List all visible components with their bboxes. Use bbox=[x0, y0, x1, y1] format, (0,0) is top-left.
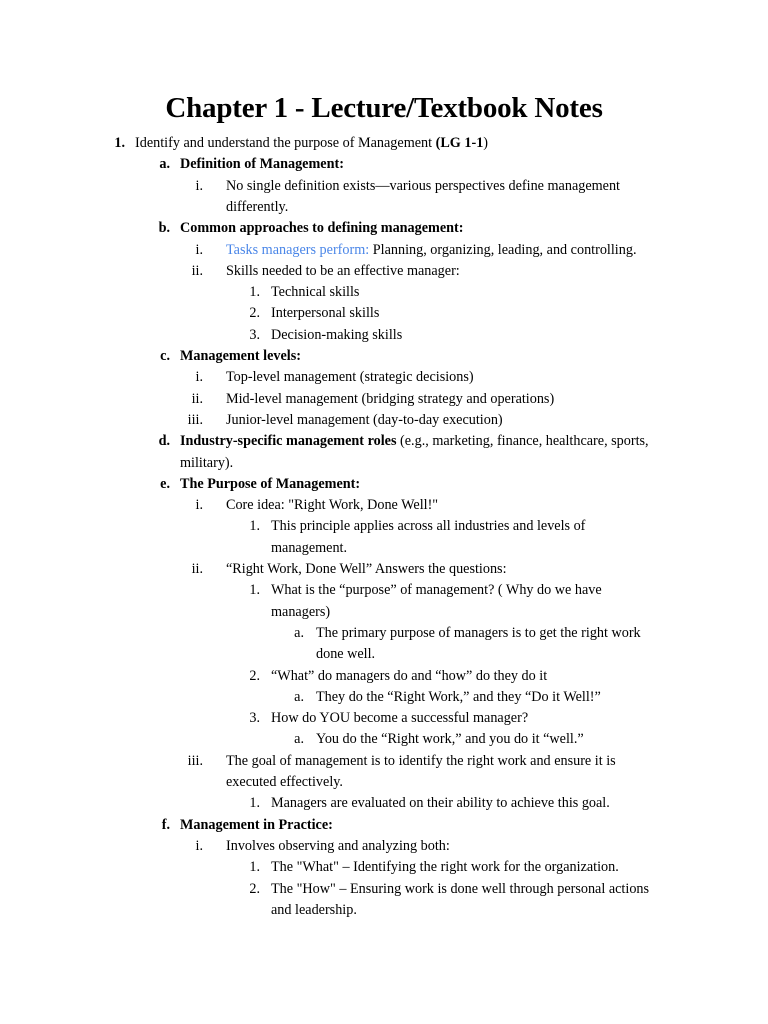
text-run: Identify and understand the purpose of Management bbox=[135, 135, 436, 151]
list-item-text bbox=[226, 389, 554, 410]
list-marker: i. bbox=[195, 241, 203, 258]
text-run: Skills needed to be an effective manager: bbox=[226, 262, 460, 279]
text-run: Technical skills bbox=[271, 284, 360, 301]
list-marker: 2. bbox=[249, 667, 260, 684]
list-marker: 3. bbox=[249, 326, 260, 343]
list-marker: i. bbox=[195, 177, 203, 194]
page-title: Chapter 1 - Lecture/Textbook Notes bbox=[165, 92, 603, 124]
list-marker: ii. bbox=[191, 561, 203, 577]
list-marker: i. bbox=[195, 837, 203, 854]
text-run: Tasks managers perform: bbox=[226, 241, 370, 258]
list-marker: iii. bbox=[187, 752, 203, 769]
list-item-text bbox=[226, 559, 507, 580]
list-item-continuation bbox=[271, 900, 357, 921]
list-item-continuation bbox=[226, 772, 343, 793]
text-run: managers) bbox=[271, 603, 331, 620]
list-marker: b. bbox=[158, 220, 170, 237]
text-run: No single definition exists—various perspectives define management bbox=[226, 177, 620, 194]
list-item-continuation bbox=[226, 197, 288, 218]
list-item-text bbox=[271, 516, 585, 537]
list-item-text bbox=[180, 154, 344, 175]
text-run: Top-level management (strategic decisions) bbox=[226, 369, 474, 386]
text-run: The goal of management is to identify the right work and ensure it is bbox=[226, 752, 616, 769]
list-marker: a. bbox=[294, 688, 304, 705]
text-run: differently. bbox=[226, 198, 289, 215]
list-item-text bbox=[226, 240, 637, 261]
text-run: Interpersonal skills bbox=[271, 305, 380, 322]
text-run: What is the “purpose” of management? ( Why do we have bbox=[271, 582, 602, 599]
list-item-text bbox=[180, 431, 649, 452]
list-marker: a. bbox=[294, 731, 304, 748]
text-run: “What” do managers do and “how” do they do it bbox=[271, 667, 548, 684]
text-run: The Purpose of Management: bbox=[180, 475, 361, 492]
text-run: (LG 1-1 bbox=[435, 135, 484, 151]
list-item-continuation bbox=[271, 602, 330, 623]
text-run: Decision-making skills bbox=[271, 326, 403, 343]
list-item-text bbox=[271, 580, 602, 601]
list-item-text bbox=[180, 474, 360, 495]
text-run: Involves observing and analyzing both: bbox=[226, 837, 450, 854]
list-marker: 1. bbox=[249, 859, 260, 876]
list-marker: f. bbox=[161, 816, 170, 833]
list-item-text bbox=[271, 879, 649, 900]
list-marker: a. bbox=[159, 156, 170, 173]
list-item-text bbox=[316, 729, 584, 750]
list-item-text bbox=[316, 623, 641, 644]
list-marker: 1. bbox=[114, 135, 125, 151]
list-marker: 1. bbox=[249, 284, 260, 301]
text-run: Core idea: "Right Work, Done Well!" bbox=[226, 497, 439, 514]
text-run: How do YOU become a successful manager? bbox=[271, 710, 529, 727]
list-marker: ii. bbox=[191, 262, 203, 279]
text-run: The "What" – Identifying the right work for the organization. bbox=[271, 859, 619, 876]
text-run: ) bbox=[483, 135, 489, 151]
list-marker: i. bbox=[195, 497, 203, 514]
text-run: They do the “Right Work,” and they “Do it Well!” bbox=[316, 688, 601, 705]
list-item-text bbox=[226, 367, 474, 388]
list-marker: 2. bbox=[249, 880, 260, 897]
text-run: (e.g., marketing, finance, healthcare, sports, bbox=[396, 433, 649, 450]
list-item-text bbox=[180, 346, 301, 367]
text-run: and leadership. bbox=[271, 901, 357, 918]
list-item-text bbox=[226, 176, 620, 197]
list-marker: i. bbox=[195, 369, 203, 386]
list-item-continuation bbox=[180, 453, 233, 474]
list-item-text bbox=[226, 751, 616, 772]
text-run: management. bbox=[271, 539, 348, 556]
list-marker: 2. bbox=[249, 305, 260, 322]
text-run: executed effectively. bbox=[226, 774, 343, 790]
text-run: Common approaches to defining management: bbox=[180, 220, 464, 237]
list-marker: 3. bbox=[249, 710, 260, 727]
list-marker: d. bbox=[158, 433, 170, 450]
text-run: Managers are evaluated on their ability to achieve this goal. bbox=[271, 795, 610, 812]
list-marker: ii. bbox=[191, 390, 203, 407]
text-run: Management in Practice: bbox=[180, 816, 333, 833]
list-marker: 1. bbox=[249, 582, 260, 599]
text-run: Management levels: bbox=[180, 348, 301, 364]
list-marker: iii. bbox=[187, 411, 203, 428]
list-item-text bbox=[180, 815, 333, 836]
list-marker: 1. bbox=[249, 518, 260, 535]
list-item-text bbox=[226, 410, 503, 431]
text-run: Definition of Management: bbox=[180, 156, 344, 173]
text-run: Junior-level management (day-to-day execution) bbox=[226, 411, 503, 428]
text-run: The primary purpose of managers is to get the right work bbox=[316, 624, 641, 641]
text-run: Industry-specific management roles bbox=[180, 433, 397, 450]
list-item-text bbox=[271, 857, 619, 878]
text-run: “Right Work, Done Well” Answers the questions: bbox=[226, 561, 507, 577]
text-run: You do the “Right work,” and you do it “well.” bbox=[316, 731, 584, 748]
list-item-text bbox=[271, 325, 402, 346]
list-item-text bbox=[271, 793, 610, 814]
text-run: Mid-level management (bridging strategy and operations) bbox=[226, 390, 555, 407]
list-item-text bbox=[180, 218, 464, 239]
list-marker: 1. bbox=[249, 795, 260, 812]
list-item-continuation bbox=[271, 538, 347, 559]
text-run: military). bbox=[180, 454, 234, 471]
list-item-text bbox=[271, 666, 547, 687]
text-run: Planning, organizing, leading, and controlling. bbox=[369, 241, 637, 258]
text-run: This principle applies across all industries and levels of bbox=[271, 518, 586, 535]
list-marker: e. bbox=[160, 475, 170, 492]
list-marker: a. bbox=[294, 624, 304, 641]
list-item-text bbox=[271, 708, 528, 729]
list-item-text bbox=[226, 495, 438, 516]
list-item-text bbox=[135, 133, 488, 154]
list-item-text bbox=[226, 261, 460, 282]
list-item-text bbox=[271, 282, 359, 303]
list-marker: c. bbox=[160, 348, 170, 364]
text-run: done well. bbox=[316, 646, 376, 663]
list-item-text bbox=[316, 687, 601, 708]
list-item-continuation bbox=[316, 644, 375, 665]
list-item-text bbox=[226, 836, 450, 857]
text-run: The "How" – Ensuring work is done well through personal actions bbox=[271, 880, 650, 897]
list-item-text bbox=[271, 303, 379, 324]
